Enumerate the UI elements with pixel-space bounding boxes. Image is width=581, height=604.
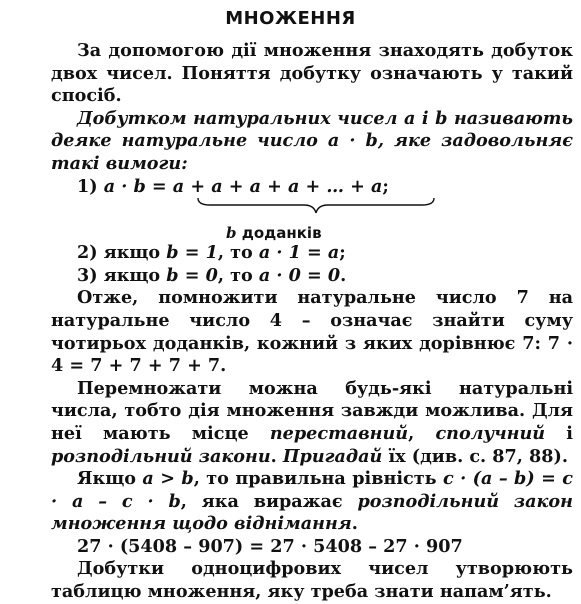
underbrace-text: доданків [236, 224, 322, 243]
rule-1-lhs: a · b = [103, 175, 173, 197]
rule-3-text: 3) якщо [77, 264, 167, 286]
law-distributive: розподільний закони [51, 445, 271, 467]
rule-3-condition: b = 0 [166, 264, 218, 286]
law-commutative: переставний [269, 422, 409, 444]
intro-paragraph: За допомогою дії множення знаходять добуток двох чисел. Поняття добутку означають у такий спосіб. [51, 40, 573, 107]
formula: 27 · (5408 – 907) = 27 · 5408 – 27 · 907 [77, 535, 463, 557]
rule-2-end: ; [339, 242, 346, 264]
laws-period: . [270, 445, 283, 467]
underbrace [51, 198, 573, 224]
law-associative: сполучний [435, 422, 546, 444]
recall-word: Пригадай [282, 445, 383, 467]
definition-var-a: a [403, 107, 416, 129]
page-title: МНОЖЕННЯ [225, 8, 356, 29]
definition-text-2: називають деяке натуральне число [51, 107, 573, 152]
rule-2-then: , то [217, 242, 259, 264]
closing-paragraph: Добутки одноцифрових чисел утворюють таблицю множення, яку треба знати напам’ять. [51, 558, 573, 603]
rule-3 [51, 265, 573, 288]
distributive-end: . [351, 513, 358, 535]
content [0, 40, 581, 604]
definition-text-1: Добутком натуральних чисел [77, 107, 398, 129]
distributive-text-1: Якщо [77, 468, 143, 490]
rule-1-end: ; [382, 175, 389, 197]
rule-2-condition: b = 1 [166, 242, 218, 264]
rule-1-rhs: a + a + a + a + … + a [172, 175, 383, 197]
rule-2 [51, 242, 573, 265]
distributive-equation: c · (a – b) = c · a – c · b [51, 468, 573, 512]
definition-paragraph [51, 108, 573, 176]
definition-var-b: b [435, 107, 448, 129]
underbrace-label [51, 224, 573, 242]
example-paragraph: Отже, помножити натуральне число 7 на натуральне число 4 – означає знайти суму чотирьох доданків, кожний з яких дорівнює 7: 7 · 4 = 7 + 7 + 7 + 7. [51, 287, 573, 377]
distributive-text-3: , яка виражає [180, 490, 358, 512]
distributive-text-2: , то правильна рівність [193, 468, 443, 490]
rule-3-then: , то [217, 264, 259, 286]
underbrace-shape [196, 196, 436, 214]
distributive-condition: a > b [142, 468, 194, 490]
laws-paragraph [51, 378, 573, 468]
rule-3-result: a · 0 = 0 [258, 264, 341, 286]
rule-1-number: 1) [77, 175, 98, 197]
rule-1 [51, 176, 573, 199]
laws-text-1: Перемножати можна будь-які натуральні числа, тобто дія множення завжди можлива. Для неї мають місце [51, 377, 573, 444]
rule-3-end: . [340, 264, 347, 286]
underbrace-var: b [226, 224, 237, 243]
laws-text-2: їх (див. с. 87, 88). [382, 445, 568, 467]
definition-text-3: , яке задовольняє такі вимоги: [51, 130, 574, 174]
distributive-paragraph [51, 468, 573, 536]
rule-2-result: a · 1 = a [258, 242, 340, 264]
laws-and: і [545, 422, 573, 444]
definition-and: і [415, 107, 436, 129]
definition-product: a · b [327, 130, 378, 152]
laws-comma-1: , [408, 422, 436, 444]
rule-2-text: 2) якщо [77, 242, 167, 264]
distributive-law-name: розподільний закон множення щодо віднімання [51, 490, 573, 535]
